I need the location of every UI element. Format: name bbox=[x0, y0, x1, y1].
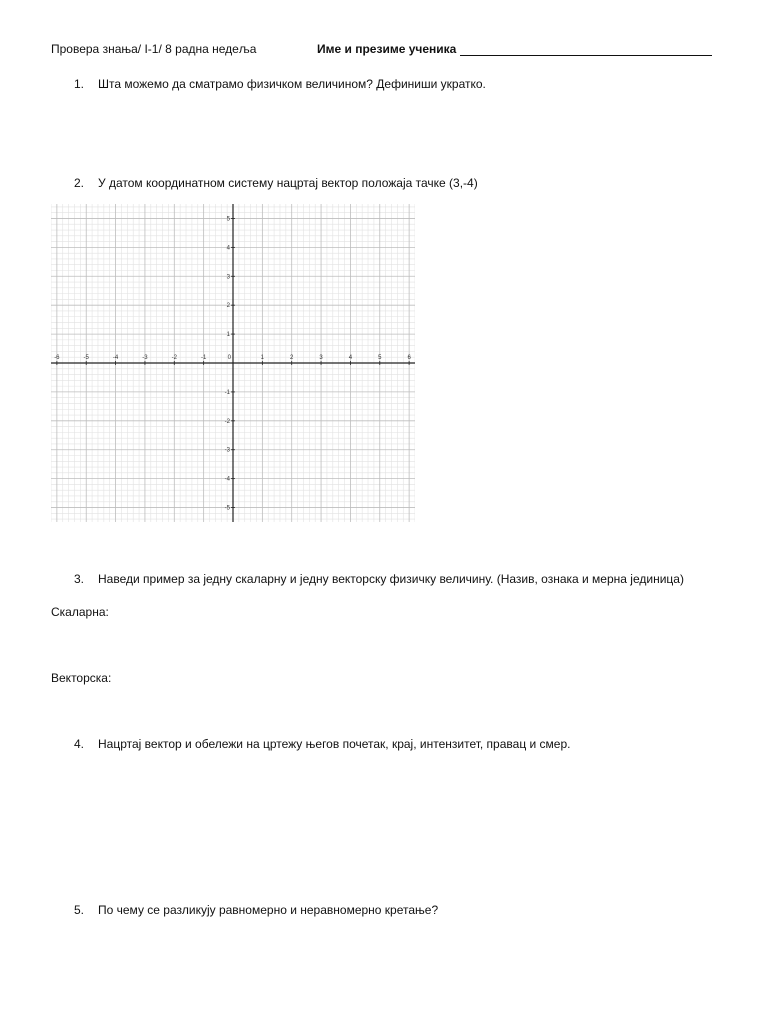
question-3 bbox=[74, 572, 684, 586]
question-5 bbox=[74, 903, 438, 917]
y-tick-label: -2 bbox=[224, 418, 230, 425]
y-tick-label: -1 bbox=[224, 389, 230, 396]
question-1 bbox=[74, 77, 486, 91]
coordinate-grid-svg[interactable] bbox=[51, 204, 415, 522]
question-number: 2. bbox=[74, 176, 85, 190]
student-name-area bbox=[317, 42, 712, 56]
x-tick-label: 6 bbox=[407, 355, 411, 361]
question-text: Шта можемо да сматрамо физичком величином? Дефиниши укратко. bbox=[98, 77, 486, 91]
question-number: 5. bbox=[74, 903, 85, 917]
x-tick-label: -6 bbox=[54, 355, 60, 361]
question-2 bbox=[74, 176, 478, 190]
question-number: 4. bbox=[74, 737, 85, 751]
question-text: У датом координатном систему нацртај вектор положаја тачке (3,-4) bbox=[98, 176, 478, 190]
x-tick-label: 3 bbox=[319, 355, 323, 361]
coordinate-grid[interactable] bbox=[51, 204, 415, 522]
scalar-answer-label: Скаларна: bbox=[51, 605, 109, 619]
question-text: По чему се разликују равномерно и неравномерно кретање? bbox=[98, 903, 439, 917]
student-name-label: Име и презиме ученика bbox=[317, 42, 457, 56]
question-text: Наведи пример за једну скаларну и једну векторску физичку величину. (Назив, ознака и мерна јединица) bbox=[98, 572, 684, 586]
question-number: 3. bbox=[74, 572, 85, 586]
x-tick-label: -1 bbox=[200, 355, 207, 361]
question-text: Нацртај вектор и обележи на цртежу његов почетак, крај, интензитет, правац и смер. bbox=[98, 737, 571, 751]
question-number: 1. bbox=[74, 77, 85, 91]
header-test-title: Провера знања/ I-1/ 8 радна недеља bbox=[51, 42, 257, 56]
x-tick-label: 2 bbox=[290, 355, 294, 361]
x-tick-label: 0 bbox=[227, 355, 231, 361]
x-tick-label: -2 bbox=[171, 355, 177, 361]
x-tick-label: -3 bbox=[142, 355, 148, 361]
x-tick-label: -4 bbox=[112, 355, 119, 361]
student-name-field[interactable] bbox=[460, 43, 712, 56]
x-tick-label: 5 bbox=[378, 355, 382, 361]
x-tick-label: -5 bbox=[83, 355, 89, 361]
y-tick-label: -3 bbox=[224, 447, 230, 454]
y-tick-label: 5 bbox=[226, 216, 230, 223]
x-tick-label: 1 bbox=[260, 355, 265, 361]
y-tick-label: -5 bbox=[224, 505, 230, 512]
x-tick-label: 4 bbox=[348, 355, 353, 361]
y-tick-label: 1 bbox=[226, 332, 230, 339]
y-tick-label: 3 bbox=[226, 274, 230, 281]
question-4 bbox=[74, 737, 571, 751]
y-tick-label: 4 bbox=[226, 245, 230, 252]
vector-answer-label: Векторска: bbox=[51, 671, 112, 685]
y-tick-label: 2 bbox=[226, 303, 230, 310]
y-tick-label: -4 bbox=[224, 476, 230, 483]
